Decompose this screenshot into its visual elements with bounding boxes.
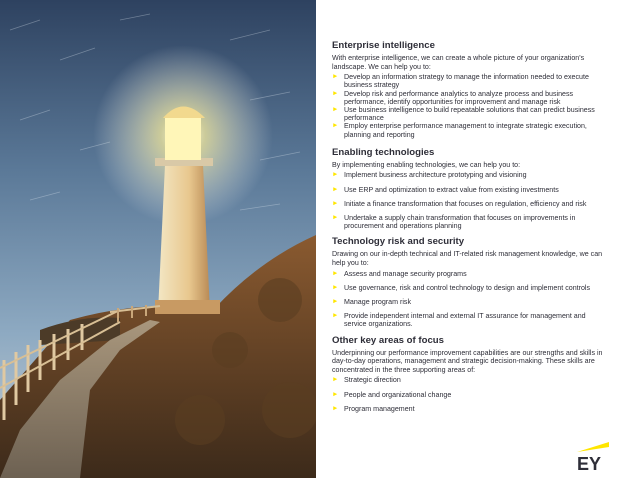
section-technology-risk-security <box>332 236 608 328</box>
section-intro: With enterprise intelligence, we can create a whole picture of your organization's landscape. We can help you to: <box>332 54 585 71</box>
bullet-list <box>332 376 608 413</box>
list-item: ► Provide independent internal and external IT assurance for management and service organizations. <box>332 312 586 329</box>
bullet-list <box>332 171 608 230</box>
list-item: ► Strategic direction <box>332 376 401 385</box>
arrow-bullet-icon: ► <box>332 122 339 130</box>
section-enterprise-intelligence <box>332 40 608 139</box>
list-item: ► Undertake a supply chain transformation that focuses on improvements in procurement and operations planning <box>332 214 576 231</box>
bullet-list <box>332 73 608 139</box>
section-intro: By implementing enabling technologies, we can help you to: <box>332 160 521 169</box>
arrow-bullet-icon: ► <box>332 404 339 412</box>
list-item: ► Implement business architecture prototyping and visioning <box>332 171 527 180</box>
arrow-bullet-icon: ► <box>332 298 339 306</box>
list-item: ► Use governance, risk and control technology to design and implement controls <box>332 283 591 292</box>
list-item: ► Employ enterprise performance management to integrate strategic execution, planning and reporting <box>332 122 587 139</box>
bullet-list <box>332 270 608 329</box>
arrow-bullet-icon: ► <box>332 185 339 193</box>
section-title: Enterprise intelligence <box>332 40 435 51</box>
arrow-bullet-icon: ► <box>332 390 339 398</box>
arrow-bullet-icon: ► <box>332 283 339 291</box>
arrow-bullet-icon: ► <box>332 214 339 222</box>
arrow-bullet-icon: ► <box>332 199 339 207</box>
arrow-bullet-icon: ► <box>332 312 339 320</box>
list-item: ► Develop risk and performance analytics to analyze process and business performance, identify opportunities for improvement and manage risk <box>332 89 574 106</box>
arrow-bullet-icon: ► <box>332 171 339 179</box>
list-item: ► Program management <box>332 404 415 413</box>
arrow-bullet-icon: ► <box>332 376 339 384</box>
list-item: ► Initiate a finance transformation that focuses on regulation, efficiency and risk <box>332 199 587 208</box>
list-item: ► Manage program risk <box>332 298 412 307</box>
section-intro: Underpinning our performance improvement capabilities are our strengths and skills in day-to-day operations, management and strategic decision-making. These skills are concentrated in the three supporting areas of: <box>332 348 603 374</box>
arrow-bullet-icon: ► <box>332 73 339 81</box>
list-item: ► Use business intelligence to build repeatable solutions that can predict business performance <box>332 106 595 123</box>
list-item: ► Develop an information strategy to manage the information needed to execute business strategy <box>332 73 589 90</box>
list-item: ► Use ERP and optimization to extract value from existing investments <box>332 185 559 194</box>
logo-text: EY <box>577 454 602 472</box>
section-intro: Drawing on our in-depth technical and IT-related risk management knowledge, we can help you to: <box>332 250 603 268</box>
list-item: ► Assess and manage security programs <box>332 269 467 278</box>
ey-logo <box>575 440 611 472</box>
section-enabling-technologies <box>332 147 608 231</box>
arrow-bullet-icon: ► <box>332 106 339 113</box>
section-title: Enabling technologies <box>332 146 435 158</box>
section-title: Other key areas of focus <box>332 334 444 346</box>
lighthouse-photo <box>0 0 316 478</box>
arrow-bullet-icon: ► <box>332 89 339 97</box>
content-column <box>332 40 608 419</box>
section-other-key-areas <box>332 335 608 413</box>
arrow-bullet-icon: ► <box>332 269 339 277</box>
list-item: ► People and organizational change <box>332 390 452 399</box>
section-title: Technology risk and security <box>332 236 465 248</box>
